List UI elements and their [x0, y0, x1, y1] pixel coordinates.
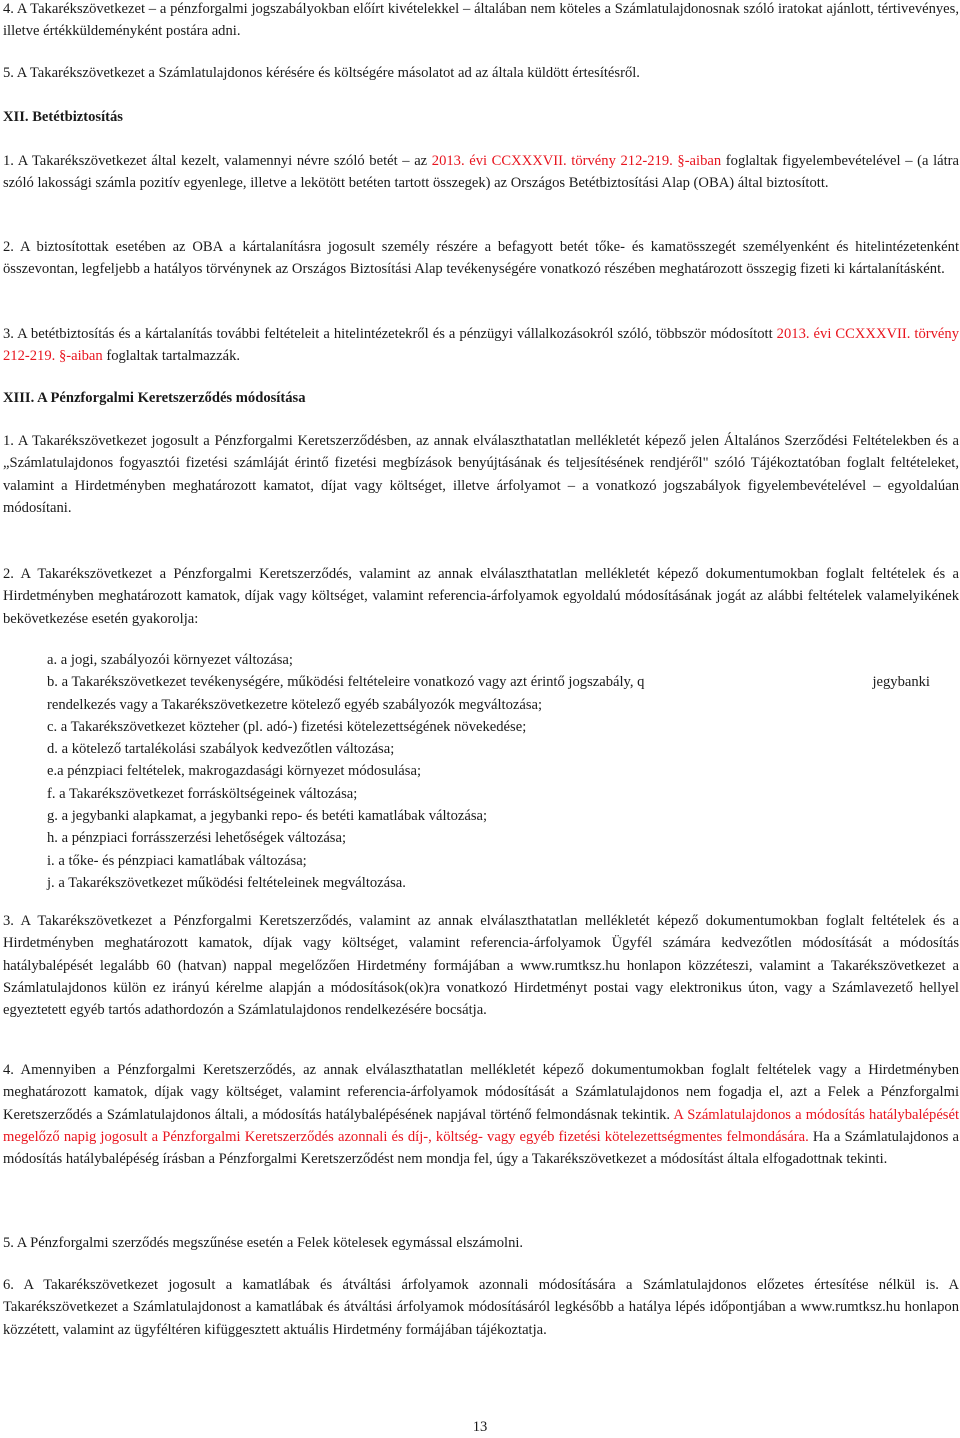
- list-item: h. a pénzpiaci forrásszerzési lehetőségek változása;: [47, 830, 347, 847]
- list-item: c. a Takarékszövetkezet közteher (pl. adó-) fizetési kötelezettségének növekedése;: [47, 718, 527, 735]
- list-item: a. a jogi, szabályozói környezet változása;: [47, 652, 293, 668]
- paragraph-xiii-4-text-a: 4. Amennyiben a Pénzforgalmi Keretszerződés, az annak elválaszthatatlan mellékletét képező dokumentumokban foglalt feltételek vagy a Hirdetményben meghatározott kamatok, díjak vagy költséget, valamint referencia-árfolyamok módosítását a Számlatulajdonos nem fogadja el, azt a Felek a Pénzforgalmi Keretszerződés a Számlatulajdonos általi, a módosítás hatálybalépésének napjával történő felmondásnak tekintik.: [3, 1062, 959, 1123]
- list-item: i. a tőke- és pénzpiaci kamatlábak változása;: [47, 852, 307, 869]
- list-item: j. a Takarékszövetkezet működési feltételeinek megváltozása.: [47, 874, 406, 891]
- page-number: 13: [472, 1419, 488, 1435]
- paragraph-xii-3-text-a: 3. A betétbiztosítás és a kártalanítás további feltételeit a hitelintézetekről és a pénzügyi vállalkozásokról szóló, többször módosított: [3, 326, 777, 342]
- list-item: d. a kötelező tartalékolási szabályok kedvezőtlen változása;: [47, 741, 395, 758]
- paragraph-xiii-5: 5. A Pénzforgalmi szerződés megszűnése esetén a Felek kötelesek egymással elszámolni.: [3, 1235, 524, 1251]
- section-xii-heading: XII. Betétbiztosítás: [3, 109, 123, 125]
- modification-conditions-list: [47, 649, 952, 894]
- paragraph-xii-3: [3, 323, 959, 368]
- law-reference: 2013. évi CCXXXVII. törvény 212-219. §-aiban: [3, 326, 960, 365]
- paragraph-xi-5: 5. A Takarékszövetkezet a Számlatulajdonos kérésére és költségére másolatot ad az általa küldött értesítésről.: [3, 65, 640, 81]
- paragraph-xii-1: [3, 150, 959, 195]
- paragraph-xiii-2: 2. A Takarékszövetkezet a Pénzforgalmi Keretszerződés, valamint az annak elválaszthatatlan mellékletét képező dokumentumokban foglalt feltételek és a Hirdetményben meghatározott kamatok, díjak vagy költséget, valamint referencia-árfolyamok egyoldalú módosításának jogát az alábbi feltételek valamelyikének bekövetkezése esetén gyakorolja:: [3, 566, 959, 627]
- list-item: g. a jegybanki alapkamat, a jegybanki repo- és betéti kamatlábak változása;: [47, 808, 488, 825]
- termination-right-highlight: A Számlatulajdonos a módosítás hatálybalépését megelőző napig jogosult a Pénzforgalmi Keretszerződés azonnali és díj-, költség- vagy egyéb fizetési kötelezettségmentes felmondására.: [3, 1106, 960, 1145]
- paragraph-xi-4: 4. A Takarékszövetkezet – a pénzforgalmi jogszabályokban előírt kivételekkel – általában nem köteles a Számlatulajdonosnak szóló iratokat ajánlott, tértivevényes, illetve értékküldeményként postára adni.: [3, 1, 959, 40]
- paragraph-xiii-4: [3, 1059, 959, 1170]
- paragraph-xii-1-text-c: foglaltak figyelembevételével – (a látra szóló lakossági számla pozitív egyenlege, illetve a lekötött betéten tartott összegek) az Országos Betétbiztosítási Alap (OBA) által biztosított.: [3, 153, 960, 192]
- paragraph-xii-2: 2. A biztosítottak esetében az OBA a kártalanításra jogosult személy részére a befagyott betét tőke- és kamatösszegét személyenként és hitelintézetenként összevontan, legfeljebb a hatályos törvénynek az Országos Biztosítási Alap tevékenységére vonatkozó részében meghatározott összegig fizeti ki kártalanításként.: [3, 239, 959, 278]
- list-item: [47, 671, 952, 693]
- list-item-b-text: b. a Takarékszövetkezet tevékenységére, működési feltételeire vonatkozó vagy azt érintő jogszabály, q: [47, 674, 645, 691]
- list-item: f. a Takarékszövetkezet forrásköltségeinek változása;: [47, 785, 358, 802]
- list-item: e.a pénzpiaci feltételek, makrogazdasági környezet módosulása;: [47, 763, 422, 780]
- paragraph-xiii-1: 1. A Takarékszövetkezet jogosult a Pénzforgalmi Keretszerződésben, az annak elválaszthatatlan mellékletét képező jelen Általános Szerződési Feltételekben és a „Számlatulajdonos fogyasztói fizetési számláját érintő fizetési megbízások benyújtásának és teljesítésének rendjéről" szóló Tájékoztatóban foglalt feltételeket, valamint a Hirdetményben meghatározott kamatot, díjat vagy költséget, illetve árfolyamot – a vonatkozó jogszabályok figyelembevételével – egyoldalúan módosítani.: [3, 433, 959, 516]
- paragraph-xiii-6: 6. A Takarékszövetkezet jogosult a kamatlábak és átváltási árfolyamok azonnali módosítására a Számlatulajdonos előzetes értesítése nélkül is. A Takarékszövetkezet a Számlatulajdonost a kamatlábak és átváltási árfolyamok módosításáról legkésőbb a hatálya lépés időpontjában a www.rumtksz.hu honlapon közzétett, valamint az ügyféltéren kifüggesztett aktuális Hirdetmény formájában tájékoztatja.: [3, 1277, 959, 1338]
- paragraph-xiii-3: 3. A Takarékszövetkezet a Pénzforgalmi Keretszerződés, valamint az annak elválaszthatatlan mellékletét képező dokumentumokban foglalt feltételek és a Hirdetményben meghatározott kamatok, díjak vagy költséget, valamint referencia-árfolyamok Ügyfél számára kedvezőtlen módosítását a módosítás hatálybalépését legalább 60 (hatvan) nappal megelőzően Hirdetmény formájában a www.rumtksz.hu honlapon közzéteszi, valamint a Takarékszövetkezet a Számlatulajdonos külön ez irányú kérelme alapján a módosítások(ok)ra vonatkozó Hirdetményt postai vagy elektronikus úton, vagy a Számlavezető hellyel egyeztetett egyéb tartós adathordozón a Számlatulajdonos rendelkezésére bocsátja.: [3, 913, 959, 1019]
- paragraph-xiii-4-text-c: Ha a Számlatulajdonos a módosítás hatálybalépéség írásban a Pénzforgalmi Keretszerződést nem mondja fel, úgy a Takarékszövetkezet a módosítást általa elfogadottnak tekinti.: [3, 1128, 960, 1168]
- paragraph-xii-1-text-a: 1. A Takarékszövetkezet által kezelt, valamennyi névre szóló betét – az: [3, 153, 432, 169]
- list-item: rendelkezés vagy a Takarékszövetkezetre kötelező egyéb szabályozók megváltozása;: [47, 696, 543, 713]
- list-item-b-word: jegybanki: [872, 674, 930, 691]
- law-reference: 2013. évi CCXXXVII. törvény 212-219. §-aiban: [431, 153, 722, 169]
- section-xiii-heading: XIII. A Pénzforgalmi Keretszerződés módosítása: [3, 390, 306, 406]
- paragraph-xii-3-text-c: foglaltak tartalmazzák.: [102, 348, 241, 365]
